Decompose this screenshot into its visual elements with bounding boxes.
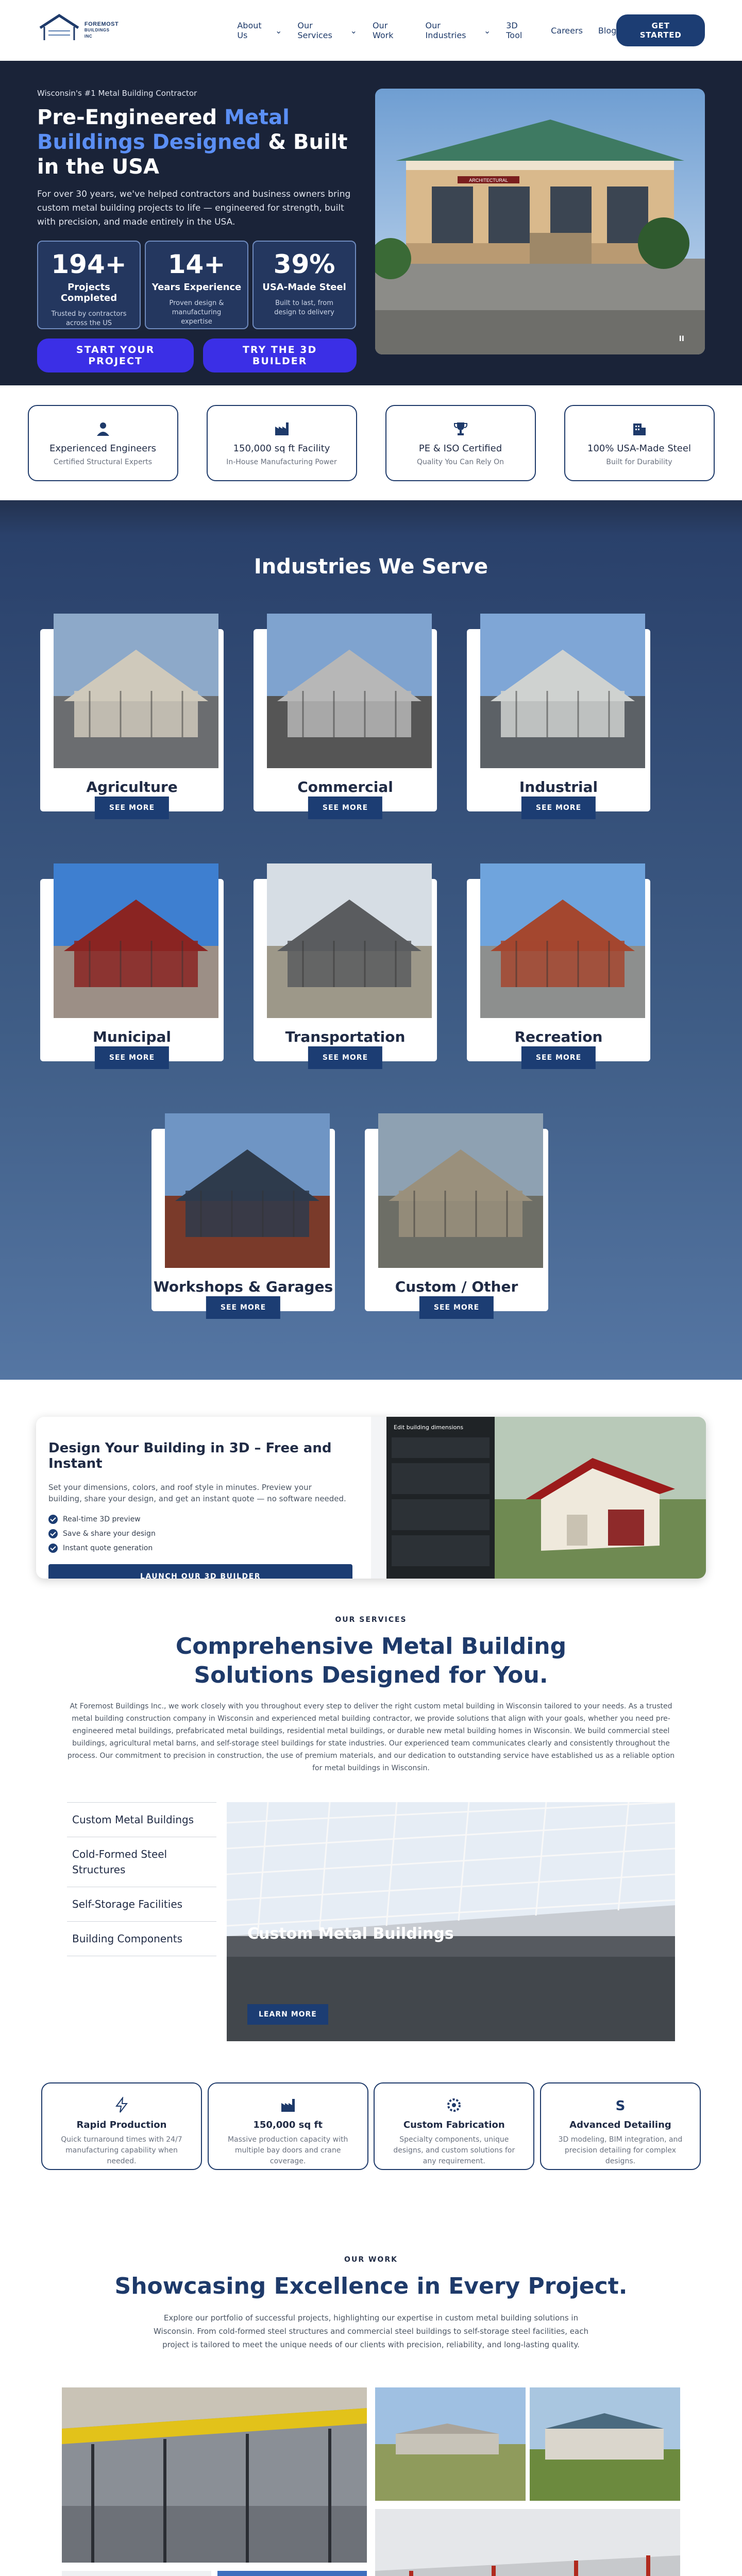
trophy-icon <box>452 420 469 437</box>
stat-label: Projects Completed <box>60 282 117 303</box>
gallery-photo-1[interactable] <box>62 2387 367 2563</box>
feature-card <box>385 405 536 481</box>
nav-item-careers[interactable] <box>551 21 583 40</box>
service-card-desc: 3D modeling, BIM integration, and precision detailing for complex designs. <box>558 2136 683 2165</box>
logo-text-line2: BUILDINGS INC <box>84 28 110 39</box>
feature-card <box>207 405 357 481</box>
industry-title: Municipal <box>92 1028 172 1045</box>
industry-card-commercial[interactable] <box>254 629 437 811</box>
nav-item-about-us[interactable] <box>237 21 282 40</box>
stat-label: Years Experience <box>151 282 242 293</box>
services-title: Comprehensive Metal Building Solutions Designed for You. <box>175 1633 567 1688</box>
check-icon <box>48 1529 58 1538</box>
nav-item-label: About Us <box>237 21 262 40</box>
stat-label: USA-Made Steel <box>262 282 346 293</box>
gallery-photo-3[interactable] <box>530 2387 680 2501</box>
see-more-button[interactable]: SEE MORE <box>521 1046 596 1069</box>
service-list-item[interactable]: Custom Metal Buildings <box>67 1802 216 1837</box>
stat-sub: Built to last, from design to delivery <box>274 299 334 316</box>
s-logo-icon <box>612 2097 629 2113</box>
work-section <box>0 2206 742 2576</box>
builder-checklist <box>48 1515 371 1553</box>
nav-item-blog[interactable] <box>598 21 616 40</box>
service-card <box>41 2082 202 2170</box>
building-icon <box>631 420 648 437</box>
service-list-item[interactable]: Self-Storage Facilities <box>67 1887 216 1922</box>
checklist-label: Instant quote generation <box>63 1544 153 1552</box>
feature-title: PE & ISO Certified <box>418 443 502 454</box>
start-project-button[interactable]: START YOUR PROJECT <box>37 338 194 372</box>
logo-mark-icon <box>37 10 81 50</box>
hero-stats <box>37 241 357 329</box>
check-icon <box>48 1515 58 1524</box>
nav-item-label: 3D Tool <box>506 21 522 40</box>
builder-desc: Set your dimensions, colors, and roof style in minutes. Preview your building, share your design, and get an instant quote — no software needed. <box>48 1483 346 1503</box>
industry-title: Commercial <box>297 778 393 795</box>
industry-title: Workshops & Garages <box>153 1278 333 1295</box>
feature-title: 150,000 sq ft Facility <box>233 443 330 454</box>
gear-icon <box>446 2097 462 2113</box>
see-more-button[interactable]: SEE MORE <box>95 796 169 819</box>
nav-item-our-industries[interactable] <box>426 21 491 40</box>
see-more-button[interactable]: SEE MORE <box>308 796 382 819</box>
feature-subtitle: Certified Structural Experts <box>53 457 153 466</box>
engineer-icon <box>95 420 111 437</box>
industry-card-agriculture[interactable] <box>40 629 224 811</box>
industry-title: Transportation <box>285 1028 406 1045</box>
industry-photo <box>54 614 218 768</box>
industry-title: Agriculture <box>86 778 178 795</box>
service-list-item[interactable]: Building Components <box>67 1922 216 1956</box>
factory-icon <box>274 420 290 437</box>
checklist-item <box>48 1529 371 1538</box>
gallery-photo-2[interactable] <box>375 2387 526 2501</box>
nav-item-3d-tool[interactable] <box>506 21 535 40</box>
builder-card <box>36 1417 706 1579</box>
nav-item-label: Blog <box>598 25 617 36</box>
logo-text-line1: FOREMOST <box>84 21 119 27</box>
industry-photo <box>378 1113 543 1268</box>
checklist-label: Save & share your design <box>63 1530 156 1538</box>
checklist-item <box>48 1544 371 1553</box>
see-more-button[interactable]: SEE MORE <box>308 1046 382 1069</box>
service-card <box>540 2082 701 2170</box>
service-card-desc: Quick turnaround times with 24/7 manufacturing capability when needed. <box>61 2136 182 2165</box>
industry-photo <box>54 863 218 1018</box>
checklist-item <box>48 1515 371 1524</box>
builder-section <box>0 1380 742 1616</box>
builder-title: Design Your Building in 3D – Free and Instant <box>48 1440 332 1471</box>
see-more-button[interactable]: SEE MORE <box>206 1296 280 1319</box>
building-sign-text: ARCHITECTURAL <box>469 178 508 183</box>
industries-section <box>0 500 742 1380</box>
get-started-button[interactable]: GET STARTED <box>616 14 705 46</box>
see-more-button[interactable]: SEE MORE <box>419 1296 494 1319</box>
industries-grid <box>40 593 702 1314</box>
nav-item-our-work[interactable] <box>373 21 410 40</box>
see-more-button[interactable]: SEE MORE <box>521 796 596 819</box>
industry-card-municipal[interactable] <box>40 879 224 1061</box>
services-cards <box>41 2082 701 2170</box>
industry-card-industrial[interactable] <box>467 629 650 811</box>
check-icon <box>48 1544 58 1553</box>
hero-title: Pre-Engineered Metal Buildings Designed & Built in the USA <box>37 106 348 179</box>
industry-photo <box>480 863 645 1018</box>
builder-preview[interactable] <box>371 1417 706 1579</box>
service-card <box>374 2082 534 2170</box>
service-card-title: Advanced Detailing <box>569 2120 671 2130</box>
nav-item-label: Our Industries <box>425 21 466 40</box>
industry-photo <box>267 614 432 768</box>
services-eyebrow: OUR SERVICES <box>335 1616 407 1624</box>
feature-card <box>28 405 178 481</box>
hero-intro: For over 30 years, we've helped contractors and business owners bring custom metal building projects to life — engineered for strength, built with precision, and made entirely in the USA. <box>37 189 351 227</box>
industry-title: Custom / Other <box>395 1278 518 1295</box>
industry-card-transportation[interactable] <box>254 879 437 1061</box>
industries-title: Industries We Serve <box>254 555 488 579</box>
chevron-down-icon: ⌄ <box>483 25 491 36</box>
service-list-item[interactable]: Cold-Formed Steel Structures <box>67 1837 216 1887</box>
bolt-icon <box>113 2097 130 2113</box>
hero-eyebrow: Wisconsin's #1 Metal Building Contractor <box>37 89 197 98</box>
industry-card-custom-other[interactable] <box>365 1129 548 1311</box>
try-3d-builder-button[interactable]: TRY THE 3D BUILDER <box>203 338 357 372</box>
gallery-photo-5[interactable] <box>217 2571 367 2576</box>
learn-more-button[interactable]: LEARN MORE <box>247 2004 328 2025</box>
stat-value: 14+ <box>167 249 226 279</box>
nav-item-our-services[interactable] <box>297 21 357 40</box>
site-header <box>0 0 742 61</box>
work-gallery <box>62 2387 680 2576</box>
services-image <box>227 1802 675 2041</box>
industry-card-recreation[interactable] <box>467 879 650 1061</box>
service-card-desc: Massive production capacity with multiple bay doors and crane coverage. <box>227 2136 348 2165</box>
service-card-title: Custom Fabrication <box>403 2120 505 2130</box>
stat-card <box>145 241 248 329</box>
industry-photo <box>165 1113 330 1268</box>
stat-sub: Proven design & manufacturing expertise <box>169 299 224 326</box>
industry-photo <box>267 863 432 1018</box>
features-row <box>0 385 742 500</box>
main-nav <box>237 21 616 40</box>
feature-subtitle: Quality You Can Rely On <box>417 457 504 466</box>
services-paragraph: At Foremost Buildings Inc., we work closely with you throughout every step to deliver the right custom metal building in Wisconsin tailored to your needs. As a trusted metal building construction company in Wisconsin and experienced metal building contractor, we provide solutions that align with your goals, whether you need pre-engineered metal buildings, prefabricated metal buildings, residential metal buildings, or durable new metal building homes in Wisconsin. We build commercial steel buildings, agricultural metal barns, and self-storage steel buildings for state industries. Our experienced team communicates clearly and consistently throughout the process. Our commitment to precision in construction, the use of premium materials, and our dedication to outstanding service have established us as a reliable option for metal buildings in Wisconsin. <box>67 1702 675 1772</box>
service-card-title: Rapid Production <box>76 2120 167 2130</box>
slideshow-pause-button[interactable]: II <box>679 335 684 343</box>
gallery-photo-4[interactable] <box>62 2571 211 2576</box>
builder-panel-title: Edit building dimensions <box>394 1424 464 1431</box>
nav-item-label: Our Work <box>372 21 394 40</box>
checklist-label: Real-time 3D preview <box>63 1515 141 1523</box>
stat-sub: Trusted by contractors across the US <box>51 310 127 327</box>
service-card-title: 150,000 sq ft <box>253 2120 323 2130</box>
services-section <box>0 1616 742 2206</box>
feature-title: 100% USA-Made Steel <box>587 443 691 454</box>
service-card-desc: Specialty components, unique designs, and custom solutions for any requirement. <box>393 2136 515 2165</box>
feature-title: Experienced Engineers <box>49 443 157 454</box>
stat-card <box>252 241 356 329</box>
nav-item-label: Careers <box>551 25 583 36</box>
nav-item-label: Our Services <box>297 21 332 40</box>
work-eyebrow: OUR WORK <box>344 2256 398 2264</box>
see-more-button[interactable]: SEE MORE <box>95 1046 169 1069</box>
industry-title: Industrial <box>519 778 598 795</box>
industry-title: Recreation <box>514 1028 603 1045</box>
industry-card-workshops-garages[interactable] <box>151 1129 335 1311</box>
hero-photo <box>375 89 705 354</box>
svg-text:S: S <box>615 2098 626 2113</box>
stat-value: 194+ <box>51 249 127 279</box>
launch-3d-builder-button[interactable]: LAUNCH OUR 3D BUILDER <box>48 1564 352 1579</box>
gallery-photo-6[interactable] <box>375 2509 680 2576</box>
industry-photo <box>480 614 645 768</box>
chevron-down-icon: ⌄ <box>275 25 282 36</box>
factory-icon <box>280 2097 296 2113</box>
stat-card <box>37 241 141 329</box>
services-list <box>67 1802 216 2041</box>
services-image-caption: Custom Metal Buildings <box>247 1925 454 1943</box>
work-title: Showcasing Excellence in Every Project. <box>114 2273 628 2299</box>
chevron-down-icon: ⌄ <box>350 25 357 36</box>
feature-card <box>564 405 715 481</box>
feature-subtitle: Built for Durability <box>606 457 672 466</box>
logo[interactable] <box>37 10 119 50</box>
hero-section <box>0 61 742 385</box>
work-paragraph: Explore our portfolio of successful projects, highlighting our expertise in custom metal building solutions in Wisconsin. From cold-formed steel structures and commercial steel buildings to self-storage steel facilities, each project is tailored to meet the unique needs of our clients with precision, reliability, and long-lasting quality. <box>154 2313 588 2349</box>
stat-value: 39% <box>273 249 335 279</box>
service-card <box>208 2082 368 2170</box>
feature-subtitle: In-House Manufacturing Power <box>226 457 337 466</box>
